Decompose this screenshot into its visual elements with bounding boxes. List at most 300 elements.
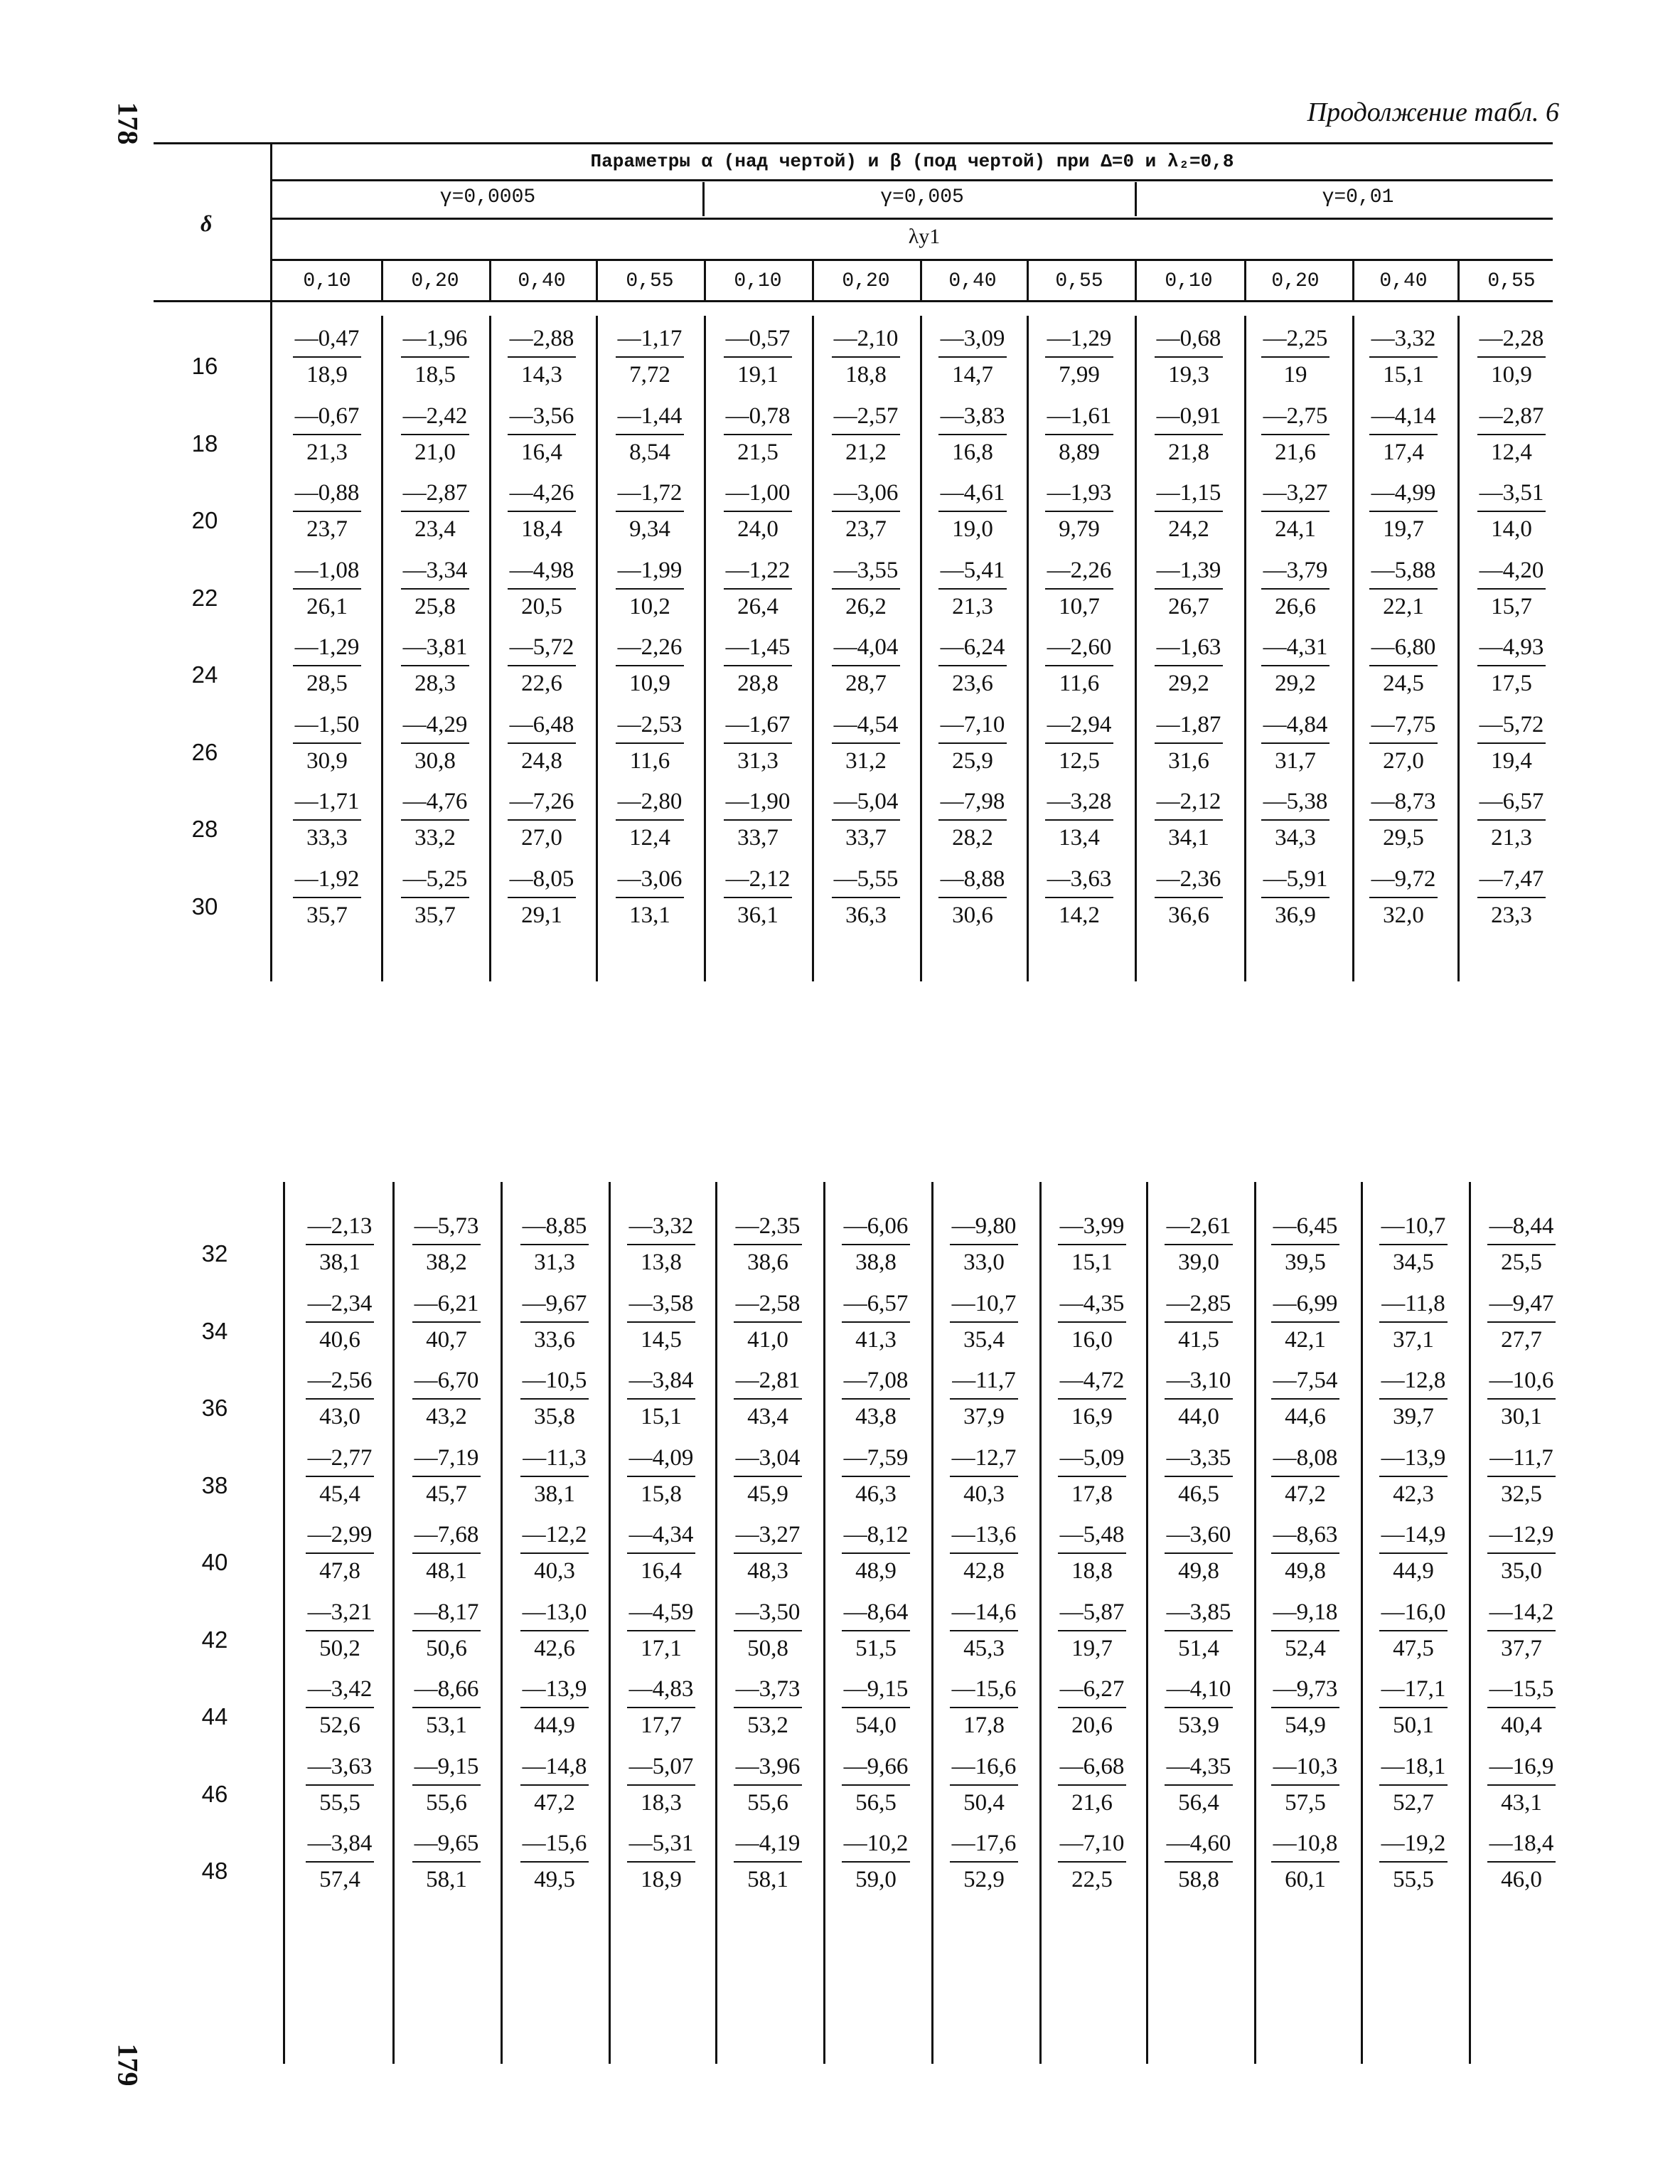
alpha-value: —2,12 [1156,789,1221,814]
beta-value: 29,5 [1383,825,1424,851]
beta-value: 12,5 [1059,747,1100,774]
alpha-value: —4,20 [1479,557,1544,583]
table-cell [1156,1292,1241,1352]
header-rule-bottom [154,300,1553,302]
beta-value: 10,2 [629,593,670,619]
header-col-separator-9 [1244,260,1246,300]
alpha-value: —13,6 [951,1522,1017,1548]
beta-value: 36,3 [845,902,887,928]
table-cell [715,713,801,773]
beta-value: 49,5 [534,1867,575,1892]
column-label-9: 0,20 [1271,270,1320,292]
alpha-value: —2,12 [725,865,791,892]
alpha-value: —1,71 [294,789,360,814]
alpha-value: —2,26 [1047,557,1112,583]
table-cell [833,1755,919,1815]
alpha-value: —2,58 [735,1290,801,1316]
table-cell [1371,1523,1456,1583]
beta-value: 27,7 [1501,1326,1542,1353]
beta-value: 28,3 [414,671,456,696]
table-cell [1037,865,1122,928]
beta-value: 15,7 [1491,593,1532,619]
beta-value: 40,6 [319,1326,360,1353]
table-cell [1156,1832,1241,1892]
table-cell [1146,713,1231,773]
table-cell [619,1832,704,1892]
alpha-value: —10,7 [1381,1213,1446,1239]
table-cell [1146,790,1231,850]
column-label-4: 0,10 [734,270,782,292]
table-cell [1253,636,1338,696]
alpha-value: —4,61 [940,480,1005,506]
beta-value: 17,8 [1071,1481,1113,1507]
beta-value: 52,9 [963,1867,1005,1892]
table-cell [1049,1601,1135,1661]
beta-value: 23,6 [952,671,993,696]
table-cell [715,405,801,464]
header-rule-top [154,142,1553,144]
alpha-value: —3,85 [1166,1599,1231,1625]
table1-col-separator-9 [1244,316,1246,981]
table-cell [1361,481,1446,541]
table-cell [499,790,584,850]
beta-value: 14,3 [521,362,562,388]
alpha-value: —4,26 [509,480,574,506]
beta-value: 48,9 [855,1558,897,1584]
beta-value: 31,7 [1275,747,1316,774]
table-cell [725,1444,810,1507]
table-cell [607,481,692,541]
table-cell [725,1369,810,1429]
beta-value: 7,99 [1059,362,1100,388]
table-cell [404,1369,489,1429]
beta-value: 18,8 [1071,1558,1113,1584]
table-cell [392,790,478,850]
alpha-value: —4,54 [833,711,899,737]
beta-value: 55,6 [426,1789,467,1816]
table-cell [284,865,370,928]
beta-value: 18,8 [845,362,887,388]
beta-value: 18,4 [521,516,562,542]
beta-value: 47,8 [319,1558,360,1584]
beta-value: 22,1 [1383,593,1424,619]
alpha-value: —10,7 [951,1290,1017,1316]
alpha-value: —5,09 [1059,1444,1125,1471]
beta-value: 31,3 [534,1250,575,1275]
beta-value: 24,5 [1383,671,1424,696]
alpha-value: —9,73 [1273,1676,1338,1702]
table-cell [823,790,909,850]
alpha-value: —3,55 [833,557,899,583]
beta-value: 12,4 [1491,439,1532,465]
alpha-value: —3,84 [628,1368,694,1393]
table-cell [823,636,909,696]
alpha-value: —13,9 [522,1676,587,1702]
beta-value: 45,3 [963,1635,1005,1661]
alpha-value: —3,73 [735,1676,801,1702]
table-cell [930,559,1015,619]
alpha-value: —3,56 [509,403,574,429]
table2-col-separator-3 [609,1182,611,2064]
table-cell [404,1755,489,1815]
beta-value: 29,1 [521,902,562,928]
table-cell [833,1369,919,1429]
table-cell [823,865,909,928]
alpha-value: —7,10 [1059,1831,1125,1856]
table-cell [499,405,584,464]
table-cell [930,327,1015,387]
alpha-value: —10,3 [1273,1753,1338,1779]
table-cell [1146,559,1231,619]
row-delta-label: 26 [191,738,218,765]
table1-col-separator-5 [812,316,814,981]
beta-value: 23,7 [306,516,348,542]
beta-value: 35,7 [306,902,348,928]
table1-col-separator-2 [489,316,491,981]
beta-value: 57,4 [319,1867,360,1892]
column-label-2: 0,40 [518,270,566,292]
beta-value: 10,7 [1059,593,1100,619]
beta-value: 53,1 [426,1712,467,1738]
alpha-value: —0,47 [294,326,360,351]
alpha-value: —1,90 [725,789,791,814]
beta-value: 14,0 [1491,516,1532,542]
column-label-8: 0,10 [1165,270,1213,292]
alpha-value: —6,70 [414,1368,479,1393]
table-cell [941,1369,1027,1429]
table-cell [284,327,370,387]
beta-value: 37,9 [963,1404,1005,1429]
alpha-value: —12,2 [522,1522,587,1548]
table-cell [1469,405,1554,464]
beta-value: 38,1 [319,1250,360,1275]
beta-value: 50,1 [1393,1712,1434,1738]
alpha-value: —0,91 [1156,403,1221,429]
beta-value: 33,3 [306,825,348,851]
alpha-value: —5,55 [833,865,899,892]
alpha-value: —9,15 [843,1676,909,1702]
beta-value: 42,6 [534,1635,575,1661]
table-cell [833,1292,919,1352]
alpha-value: —12,9 [1489,1522,1554,1548]
beta-value: 20,5 [521,593,562,619]
beta-value: 35,0 [1501,1558,1542,1584]
table-cell [1371,1369,1456,1429]
beta-value: 56,4 [1178,1789,1219,1816]
table-cell [619,1369,704,1429]
beta-value: 19,7 [1071,1635,1113,1661]
beta-value: 16,4 [521,439,562,465]
beta-value: 34,1 [1168,825,1209,851]
alpha-value: —14,9 [1381,1522,1446,1548]
table-cell [833,1678,919,1737]
table-cell [512,1369,597,1429]
alpha-value: —1,22 [725,557,791,583]
column-label-6: 0,40 [948,270,997,292]
row-delta-label: 40 [201,1549,228,1575]
table-cell [725,1832,810,1892]
alpha-value: —1,29 [1047,326,1112,351]
beta-value: 53,2 [747,1712,788,1738]
table-cell [512,1444,597,1507]
alpha-value: —6,57 [1479,789,1544,814]
alpha-value: —8,85 [522,1213,587,1239]
alpha-value: —1,72 [617,480,683,506]
alpha-value: —4,29 [402,711,468,737]
table-cell [619,1215,704,1274]
alpha-value: —13,9 [1381,1444,1446,1471]
alpha-value: —0,67 [294,403,360,429]
alpha-value: —4,83 [628,1676,694,1702]
table-cell [297,1755,382,1815]
table-cell [715,636,801,696]
beta-value: 46,3 [855,1481,897,1507]
beta-value: 25,8 [414,593,456,619]
table-cell [1037,559,1122,619]
beta-value: 39,0 [1178,1250,1219,1275]
beta-value: 18,5 [414,362,456,388]
beta-value: 48,1 [426,1558,467,1584]
table-cell [1263,1292,1348,1352]
table-cell [512,1832,597,1892]
table-cell [930,636,1015,696]
alpha-value: —0,88 [294,480,360,506]
table-cell [1371,1292,1456,1352]
table-cell [1156,1523,1241,1583]
alpha-value: —8,17 [414,1599,479,1625]
table-cell [725,1601,810,1661]
table1-col-separator-4 [704,316,706,981]
beta-value: 46,5 [1178,1481,1219,1507]
table1-col-separator-8 [1135,316,1137,981]
table-cell [1469,636,1554,696]
table-cell [392,481,478,541]
alpha-value: —16,9 [1489,1753,1554,1779]
alpha-value: —1,50 [294,711,360,737]
alpha-value: —12,7 [951,1444,1017,1471]
beta-value: 52,6 [319,1712,360,1738]
beta-value: 25,9 [952,747,993,774]
beta-value: 55,6 [747,1789,788,1816]
beta-value: 19,4 [1491,747,1532,774]
beta-value: 9,79 [1059,516,1100,542]
beta-value: 16,4 [641,1558,682,1584]
beta-value: 30,1 [1501,1404,1542,1429]
beta-value: 15,1 [641,1404,682,1429]
table-cell [607,405,692,464]
table-cell [1469,790,1554,850]
table-cell [512,1601,597,1661]
table-cell [607,559,692,619]
alpha-value: —9,72 [1371,865,1436,892]
table-cell [1037,713,1122,773]
table1-col-separator-11 [1457,316,1460,981]
column-label-7: 0,55 [1055,270,1103,292]
table-cell [1049,1755,1135,1815]
alpha-value: —3,27 [1263,480,1328,506]
alpha-value: —3,28 [1047,789,1112,814]
alpha-value: —5,48 [1059,1522,1125,1548]
alpha-value: —2,81 [735,1368,801,1393]
table-cell [725,1755,810,1815]
beta-value: 21,3 [306,439,348,465]
beta-value: 26,6 [1275,593,1316,619]
alpha-value: —7,68 [414,1522,479,1548]
table-cell [833,1523,919,1583]
table-cell [404,1292,489,1352]
table-cell [1156,1755,1241,1815]
table-cell [1049,1292,1135,1352]
table-cell [1469,865,1554,928]
table-cell [607,713,692,773]
alpha-value: —9,47 [1489,1290,1554,1316]
alpha-value: —8,66 [414,1676,479,1702]
table-cell [284,405,370,464]
row-delta-label: 46 [201,1780,228,1807]
table-cell [1263,1601,1348,1661]
beta-value: 27,0 [521,825,562,851]
table-cell [1479,1755,1564,1815]
table-cell [725,1292,810,1352]
table-cell [833,1215,919,1274]
table2-col-separator-10 [1361,1182,1363,2064]
header-col-separator-6 [920,260,922,300]
table-cell [297,1601,382,1661]
table-cell [823,559,909,619]
alpha-value: —1,08 [294,557,360,583]
beta-value: 21,3 [1491,825,1532,851]
beta-value: 21,6 [1275,439,1316,465]
beta-value: 30,9 [306,747,348,774]
table-cell [1146,481,1231,541]
row-delta-label: 32 [201,1240,228,1267]
alpha-value: —2,53 [617,711,683,737]
beta-value: 38,8 [855,1250,897,1275]
alpha-value: —17,6 [951,1831,1017,1856]
table-cell [1156,1601,1241,1661]
table-cell [1049,1444,1135,1507]
table-cell [833,1444,919,1507]
alpha-value: —7,26 [509,789,574,814]
alpha-value: —2,28 [1479,326,1544,351]
table-cell [1469,713,1554,773]
alpha-value: —1,29 [294,634,360,660]
table-cell [284,790,370,850]
beta-value: 20,6 [1071,1712,1113,1738]
table-cell [930,865,1015,928]
beta-value: 57,5 [1285,1789,1326,1816]
table2-col-separator-5 [823,1182,825,2064]
beta-value: 49,8 [1178,1558,1219,1584]
alpha-value: —3,99 [1059,1213,1125,1239]
alpha-value: —8,12 [843,1522,909,1548]
alpha-value: —2,75 [1263,403,1328,429]
beta-value: 16,0 [1071,1326,1113,1353]
alpha-value: —13,0 [522,1599,587,1625]
alpha-value: —8,73 [1371,789,1436,814]
beta-value: 17,4 [1383,439,1424,465]
table-cell [1253,713,1338,773]
beta-value: 13,8 [641,1250,682,1275]
alpha-value: —11,7 [1489,1444,1553,1471]
beta-value: 43,8 [855,1404,897,1429]
table-cell [1469,327,1554,387]
alpha-value: —8,08 [1273,1444,1338,1471]
row-delta-label: 34 [201,1317,228,1344]
table-cell [1049,1523,1135,1583]
table-cell [1146,405,1231,464]
table-cell [284,713,370,773]
alpha-value: —6,99 [1273,1290,1338,1316]
table2-col-separator-11 [1469,1182,1471,2064]
beta-value: 38,6 [747,1250,788,1275]
beta-value: 38,2 [426,1250,467,1275]
beta-value: 60,1 [1285,1867,1326,1892]
table-cell [1037,790,1122,850]
beta-value: 26,7 [1168,593,1209,619]
alpha-value: —2,26 [617,634,683,660]
alpha-value: —2,77 [307,1444,373,1471]
alpha-value: —5,72 [1479,711,1544,737]
alpha-value: —7,08 [843,1368,909,1393]
group-label-1: γ=0,005 [880,186,964,208]
table1-col-separator-1 [381,316,383,981]
beta-value: 28,7 [845,671,887,696]
table-cell [1479,1523,1564,1583]
table-cell [1469,481,1554,541]
alpha-value: —10,8 [1273,1831,1338,1856]
alpha-value: —4,99 [1371,480,1436,506]
beta-value: 43,2 [426,1404,467,1429]
alpha-value: —4,84 [1263,711,1328,737]
table-cell [404,1678,489,1737]
beta-value: 58,1 [747,1867,788,1892]
table-cell [619,1678,704,1737]
beta-value: 23,7 [845,516,887,542]
table-cell [1253,790,1338,850]
alpha-value: —11,3 [523,1444,587,1471]
table-cell [619,1444,704,1507]
alpha-value: —3,50 [735,1599,801,1625]
beta-value: 7,72 [629,362,670,388]
beta-value: 47,5 [1393,1635,1434,1661]
alpha-value: —4,35 [1059,1290,1125,1316]
table-cell [715,865,801,928]
table-cell [941,1215,1027,1274]
beta-value: 17,1 [641,1635,682,1661]
beta-value: 30,8 [414,747,456,774]
beta-value: 29,2 [1275,671,1316,696]
beta-value: 50,6 [426,1635,467,1661]
beta-value: 19,3 [1168,362,1209,388]
table-cell [499,713,584,773]
alpha-value: —2,42 [402,403,468,429]
alpha-value: —10,2 [843,1831,909,1856]
alpha-value: —3,79 [1263,557,1328,583]
table-cell [392,636,478,696]
alpha-value: —3,63 [1047,865,1112,892]
alpha-value: —4,04 [833,634,899,660]
table1-col-separator-10 [1352,316,1354,981]
beta-value: 31,3 [737,747,779,774]
row-delta-label: 18 [191,430,218,457]
row-delta-label: 30 [191,893,218,920]
row-delta-label: 38 [201,1471,228,1498]
table-cell [1371,1832,1456,1892]
table-cell [1479,1369,1564,1429]
table-cell [1156,1678,1241,1737]
beta-value: 44,6 [1285,1404,1326,1429]
